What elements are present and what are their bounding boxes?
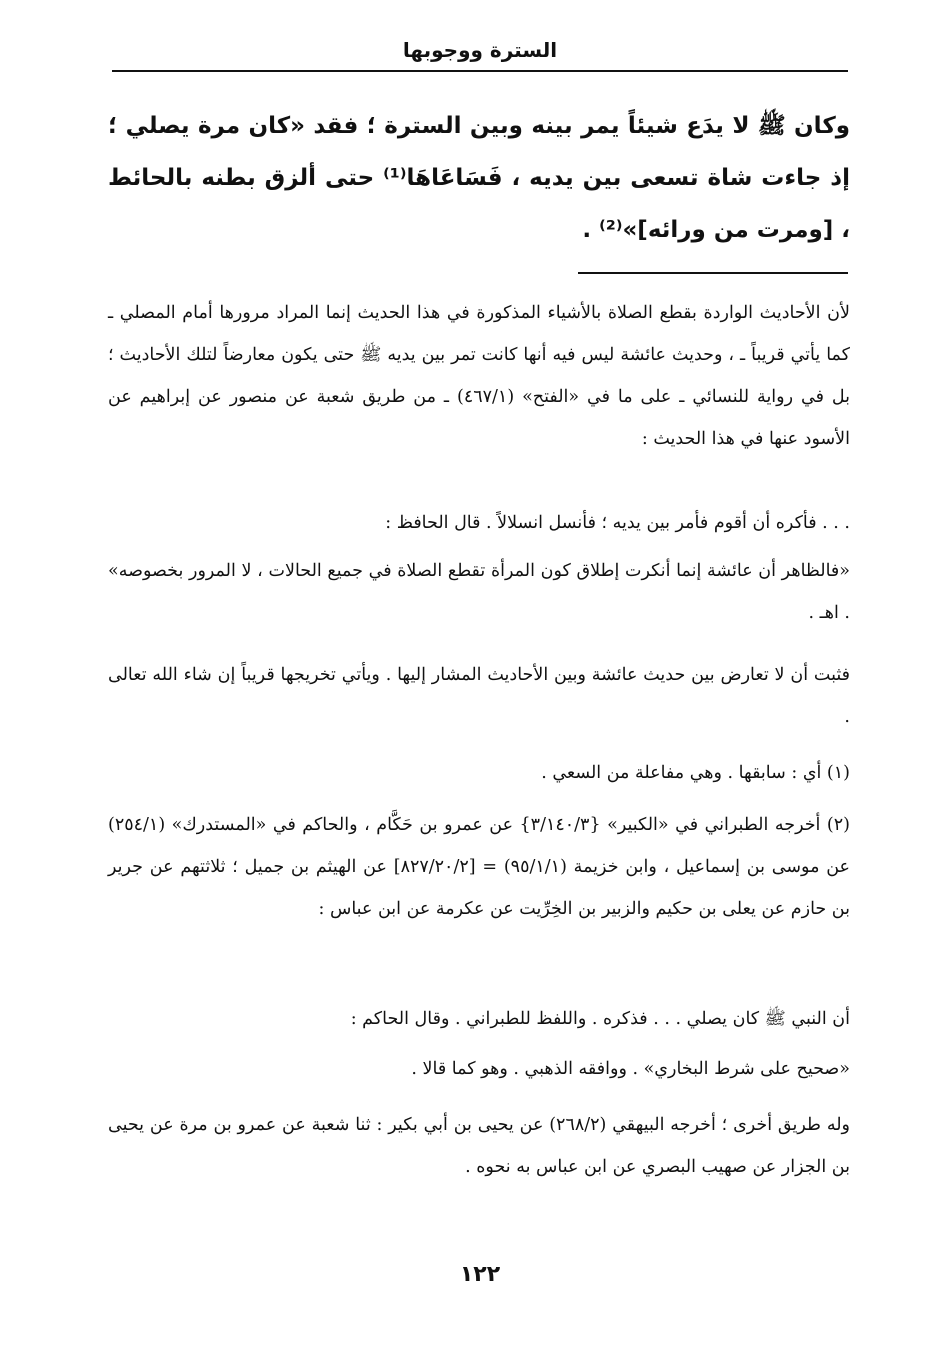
note-conclusion: فثبت أن لا تعارض بين حديث عائشة وبين الأحاديث المشار إليها . ويأتي تخريجها قريباً إن شاء الله تعالى . <box>108 665 850 727</box>
footnote-2-hadith-text: أن النبي ﷺ كان يصلي . . . فذكره . واللفظ للطبراني . وقال الحاكم : <box>350 1009 850 1029</box>
note-continuation: لأن الأحاديث الواردة بقطع الصلاة بالأشياء المذكورة في هذا الحديث إنما المراد مرورها أمام المصلي ـ كما يأتي قريباً ـ ، وحديث عائشة ليس فيه أنها كانت تمر بين يديه ﷺ حتى يكون معارضاً لتلك الأحاديث ؛ بل في رواية للنسائي ـ على ما في «الفتح» (٤٦٧/١) ـ من طريق شعبة عن منصور عن إبراهيم عن الأسود عنها في هذا الحديث : <box>108 303 850 449</box>
footnote-2-other-route: وله طريق أخرى ؛ أخرجه البيهقي (٢٦٨/٢) عن يحيى بن أبي بكير : ثنا شعبة عن عمرو بن مرة عن يحيى بن الجزار عن صهيب البصري عن ابن عباس به نحوه . <box>108 1115 850 1177</box>
running-header-title: السترة ووجوبها <box>402 38 558 62</box>
footnote-separator <box>578 272 848 274</box>
footnote-1: (١) أي : سابقها . وهي مفاعلة من السعي . <box>541 763 850 783</box>
footnote-2: (٢) أخرجه الطبراني في «الكبير» {٣/١٤٠/٣} عن عمرو بن حَكَّام ، والحاكم في «المستدرك» (٢٥٤/١) عن موسى بن إسماعيل ، وابن خزيمة (٩٥/١/١) = [٨٢٧/٢٠/٢] عن الهيثم بن جميل ؛ ثلاثتهم عن جرير بن حازم عن يعلى بن حكيم والزبير بن الخِرِّيت عن عكرمة عن ابن عباس : <box>108 815 850 919</box>
main-paragraph: وكان ﷺ لا يدَع شيئاً يمر بينه وبين السترة ؛ فقد «كان مرة يصلي ؛ إذ جاءت شاة تسعى بين يديه ، فَسَاعَاهَا⁽¹⁾ حتى ألزق بطنه بالحائط ، [ومرت من ورائه]»⁽²⁾ . <box>108 113 850 243</box>
note-quote-hafiz: «فالظاهر أن عائشة إنما أنكرت إطلاق كون المرأة تقطع الصلاة في جميع الحالات ، لا المرور بخصوصه» . اهـ . <box>108 561 850 623</box>
header-divider <box>112 70 848 72</box>
page-number: ١٢٢ <box>459 1262 501 1287</box>
note-quote-hadith: . . . فأكره أن أقوم فأمر بين يديه ؛ فأنسل انسلالاً . قال الحافظ : <box>385 513 850 533</box>
footnote-2-grading: «صحيح على شرط البخاري» . ووافقه الذهبي . وهو كما قالا . <box>411 1059 850 1079</box>
